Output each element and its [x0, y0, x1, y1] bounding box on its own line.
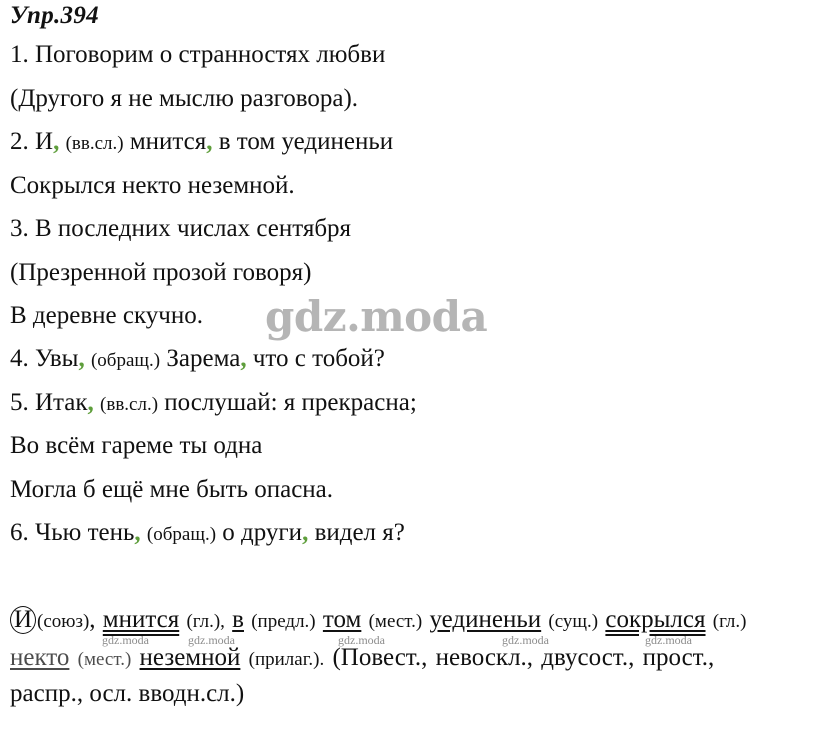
text-line-10: Во всём гареме ты одна: [10, 432, 263, 459]
exercise-title: Упр.394: [10, 2, 99, 29]
line-3-start: 2. И: [10, 128, 54, 155]
parse-note: (союз): [37, 611, 90, 632]
line-12-mid: о други: [216, 519, 303, 546]
parse-subject: некто: [10, 644, 70, 671]
parse-note: (прилаг.).: [248, 649, 325, 670]
green-comma: ,: [78, 345, 85, 372]
parse-note: (мест.): [368, 611, 423, 632]
text-line-9: [10, 388, 417, 420]
parse-predicate: мнится: [102, 606, 180, 633]
line-9-start: 5. Итак: [10, 389, 88, 416]
circled-conjunction: И: [10, 606, 36, 634]
line-3-mid: мнится: [123, 128, 207, 155]
green-comma: ,: [53, 128, 60, 155]
line-12-start: 6. Чью тень: [10, 519, 135, 546]
watermark: gdz.moda: [265, 292, 488, 341]
note-address: (обращ.): [90, 350, 161, 371]
parse-characteristics: (Повест., невоскл., двусост., прост.,: [332, 644, 715, 671]
note-intro-word: (вв.сл.): [65, 133, 124, 154]
text-line-3: [10, 127, 393, 159]
line-9-end: послушай: я прекрасна;: [158, 389, 417, 416]
parse-note: (гл.): [712, 611, 747, 632]
text-line-5: 3. В последних числах сентября: [10, 215, 352, 242]
line-12-end: видел я?: [308, 519, 405, 546]
parse-pronoun: том: [322, 606, 362, 633]
text-line-7: В деревне скучно.: [10, 302, 203, 329]
green-comma: ,: [206, 128, 213, 155]
parse-line-3: распр., осл. вводн.сл.): [10, 680, 245, 707]
parse-note: (гл.),: [186, 611, 225, 632]
text-line-8: [10, 344, 385, 376]
note-address: (обращ.): [146, 524, 217, 545]
parse-noun: уединеньи: [429, 606, 542, 633]
parse-predicate: сокрылся: [605, 606, 706, 633]
parse-note: (мест.): [77, 649, 132, 670]
green-comma: ,: [134, 519, 141, 546]
line-8-mid: Зарема: [160, 345, 241, 372]
text-line-12: [10, 518, 405, 550]
green-comma: ,: [302, 519, 309, 546]
note-intro-word: (вв.сл.): [100, 394, 159, 415]
small-watermark: gdz.moda: [338, 633, 385, 647]
small-watermark: gdz.moda: [502, 633, 549, 647]
green-comma: ,: [87, 389, 94, 416]
text-line-2: (Другого я не мыслю разговора).: [10, 85, 359, 112]
small-watermark: gdz.moda: [188, 633, 235, 647]
parse-line-2: [10, 643, 714, 675]
text-line-4: Сокрылся некто неземной.: [10, 172, 295, 199]
small-watermark: gdz.moda: [645, 633, 692, 647]
small-watermark: gdz.moda: [102, 633, 149, 647]
parse-preposition: в: [232, 606, 244, 633]
line-8-end: что с тобой?: [246, 345, 385, 372]
green-comma: ,: [240, 345, 247, 372]
text-line-6: (Презренной прозой говоря): [10, 259, 312, 286]
parse-adjective: неземной: [139, 644, 241, 671]
text-line-1: 1. Поговорим о странностях любви: [10, 41, 386, 68]
line-8-start: 4. Увы: [10, 345, 79, 372]
parse-line-1: И (союз), мнится (гл.), в (предл.) том (мест.) уединеньи (сущ.) сокрылся (гл.): [10, 605, 746, 637]
line-3-end: в том уединеньи: [212, 128, 394, 155]
parse-note: (сущ.): [548, 611, 599, 632]
text-line-11: Могла б ещё мне быть опасна.: [10, 476, 334, 503]
parse-note: (предл.): [251, 611, 316, 632]
